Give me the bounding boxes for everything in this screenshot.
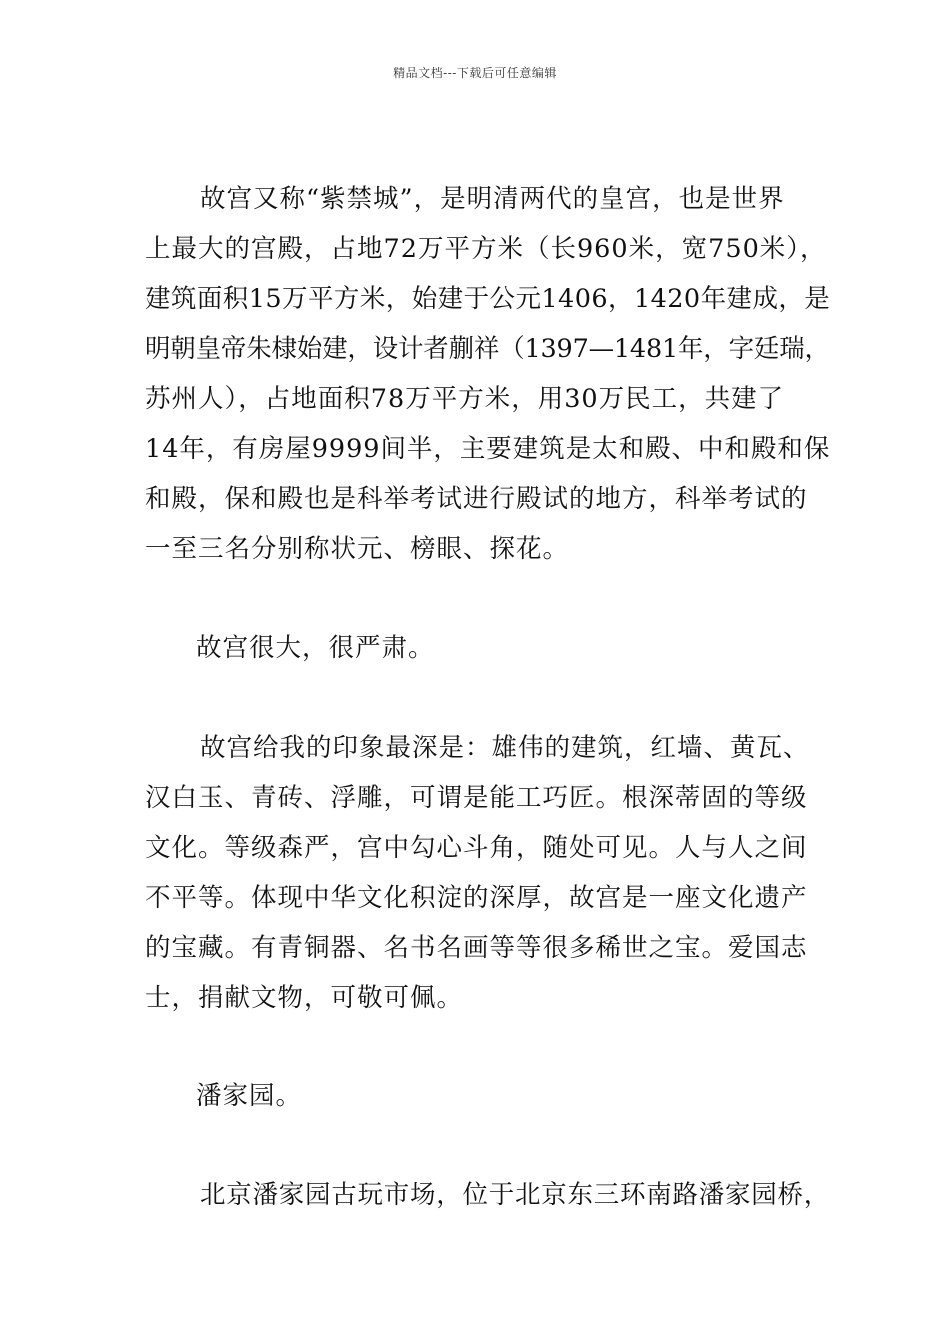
paragraph-3-line-4: 不平等。体现中华文化积淀的深厚，故宫是一座文化遗产: [145, 883, 808, 913]
paragraph-1-line-3: 建筑面积15万平方米，始建于公元1406，1420年建成，是: [145, 284, 831, 314]
paragraph-1-line-8: 一至三名分别称状元、榜眼、探花。: [145, 534, 570, 564]
paragraph-1-line-2: 上最大的宫殿，占地72万平方米（长960米，宽750米），: [145, 234, 827, 264]
paragraph-2-line-1: 故宫很大，很严肃。: [196, 633, 435, 663]
paragraph-1-line-5: 苏州人），占地面积78万平方米，用30万民工，共建了: [145, 384, 785, 414]
paragraph-1-line-1: 故宫又称“紫禁城”，是明清两代的皇宫，也是世界: [200, 184, 785, 214]
paragraph-3-line-5: 的宝藏。有青铜器、名书名画等等很多稀世之宝。爱国志: [145, 933, 808, 963]
paragraph-3-line-6: 士，捐献文物，可敬可佩。: [145, 983, 464, 1013]
paragraph-1-line-7: 和殿，保和殿也是科举考试进行殿试的地方，科举考试的: [145, 484, 808, 514]
page-header: 精品文档---下载后可任意编辑: [393, 66, 557, 80]
paragraph-3-line-3: 文化。等级森严，宫中勾心斗角，随处可见。人与人之间: [145, 833, 808, 863]
paragraph-3-line-1: 故宫给我的印象最深是：雄伟的建筑，红墙、黄瓦、: [200, 733, 810, 763]
paragraph-3-line-2: 汉白玉、青砖、浮雕，可谓是能工巧匠。根深蒂固的等级: [145, 783, 808, 813]
paragraph-1-line-4: 明朝皇帝朱棣始建，设计者蒯祥（1397—1481年，字廷瑞，: [145, 334, 830, 364]
paragraph-4-line-1: 潘家园。: [196, 1081, 303, 1111]
paragraph-5-line-1: 北京潘家园古玩市场，位于北京东三环南路潘家园桥，: [200, 1180, 831, 1210]
paragraph-1-line-6: 14年，有房屋9999间半，主要建筑是太和殿、中和殿和保: [145, 434, 831, 464]
